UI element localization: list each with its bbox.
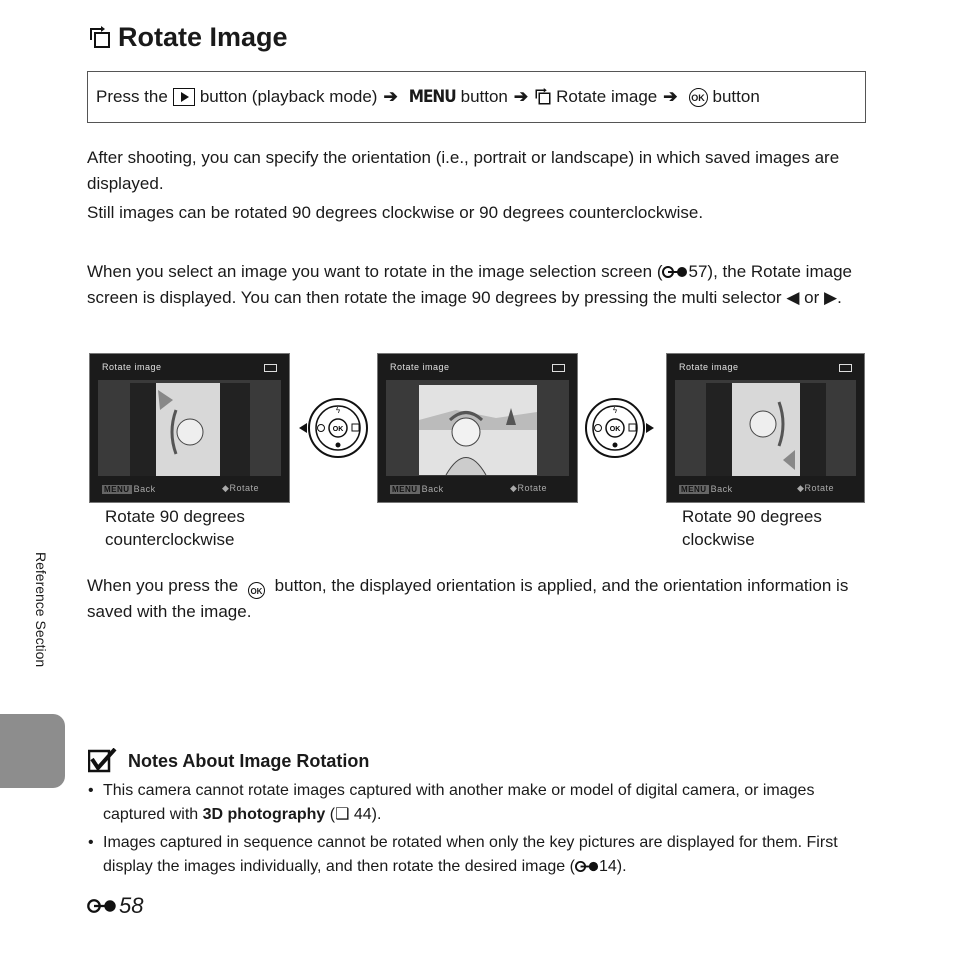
- screen-header: Rotate image: [679, 362, 739, 372]
- screen-footer-back: [679, 484, 733, 494]
- screen-footer-rotate: [797, 483, 834, 494]
- screen-image-area: [386, 380, 569, 476]
- bold-term: 3D photography: [202, 806, 326, 823]
- screen-image-area: [98, 380, 281, 476]
- note-bullet: [88, 831, 848, 881]
- arrow-right-icon: ➔: [663, 87, 678, 106]
- rotate-arrows-icon: ◆: [510, 483, 518, 493]
- book-reference-icon: ❑: [335, 806, 350, 823]
- procedure-text: button: [460, 87, 508, 106]
- screen-footer-back: [390, 484, 444, 494]
- screen-footer-back: [102, 484, 156, 494]
- camera-screen-ccw: [89, 353, 290, 503]
- screen-header: Rotate image: [390, 362, 450, 372]
- screen-image-area: [675, 380, 856, 476]
- procedure-text: Press the: [96, 87, 168, 106]
- ok-paragraph: [87, 573, 867, 625]
- procedure-box: [87, 71, 866, 123]
- menu-tag: MENU: [681, 485, 707, 494]
- page-reference: 14: [598, 858, 617, 875]
- svg-text:OK: OK: [609, 426, 621, 433]
- paragraph-text: button, the displayed orientation is applied, and the orientation information is saved with the image.: [87, 576, 849, 621]
- rotate-image-icon: [534, 88, 552, 106]
- bullet-text-part: This camera cannot rotate images captured with another make or model of digital camera, or images captured with: [103, 782, 815, 823]
- bullet-icon: •: [88, 782, 94, 799]
- side-tab-text: Reference Section: [33, 552, 49, 668]
- page-number-text: 58: [119, 893, 144, 918]
- bullet-text-part: Images captured in sequence cannot be rotated when only the key pictures are displayed for them. First display the images individually, and then rotate the desired image (: [103, 834, 838, 875]
- notes-title-text: Notes About Image Rotation: [128, 750, 370, 771]
- checkmark-note-icon: [88, 748, 118, 774]
- footer-text: Back: [710, 484, 733, 494]
- svg-text:ϟ: ϟ: [612, 406, 618, 415]
- menu-tag: MENU: [392, 485, 418, 494]
- playback-button-icon: [173, 88, 195, 106]
- screen-header: Rotate image: [102, 362, 162, 372]
- procedure-text: Rotate image: [556, 87, 658, 106]
- multi-selector-press-right-icon: [582, 396, 658, 460]
- ok-button-icon: OK: [689, 88, 708, 107]
- procedure-text: button: [712, 87, 760, 106]
- intro-paragraph: After shooting, you can specify the orientation (i.e., portrait or landscape) in which saved images are displayed.: [87, 148, 840, 193]
- multi-selector-left-icon: ◀: [786, 288, 800, 307]
- intro-paragraph: Still images can be rotated 90 degrees clockwise or 90 degrees counterclockwise.: [87, 203, 704, 222]
- camera-screen-cw: [666, 353, 865, 503]
- multi-selector-press-left-icon: [297, 396, 373, 460]
- paragraph-text: or: [804, 288, 820, 307]
- battery-icon: [839, 364, 852, 372]
- side-tab-label: [27, 552, 47, 702]
- note-bullet: [88, 779, 848, 829]
- menu-tag: MENU: [104, 485, 130, 494]
- battery-icon: [264, 364, 277, 372]
- ok-button-icon: OK: [248, 582, 265, 599]
- arrow-right-icon: ➔: [513, 87, 529, 106]
- footer-text: Rotate: [229, 483, 259, 493]
- reference-section-icon: [575, 860, 599, 873]
- paragraph-text: .: [837, 288, 842, 307]
- paragraph-text: When you press the: [87, 576, 239, 595]
- rotate-arrows-icon: ◆: [222, 483, 230, 493]
- rotated-photo-icon: [98, 380, 283, 478]
- rotate-arrows-icon: ◆: [797, 483, 805, 493]
- page-number: [87, 893, 143, 919]
- notes-heading: [88, 748, 369, 774]
- reference-section-icon: [662, 265, 688, 279]
- footer-text: Rotate: [517, 483, 547, 493]
- paragraph-text: ), the Rotate image screen is displayed. You can then rotate the image 90 degrees by pressing the multi selector: [87, 262, 852, 307]
- section-tab: [0, 714, 65, 788]
- caption-cw: Rotate 90 degrees clockwise: [682, 507, 822, 549]
- arrow-right-icon: ➔: [383, 87, 398, 106]
- svg-text:OK: OK: [332, 426, 344, 433]
- page-title-text: Rotate Image: [118, 22, 288, 52]
- bullet-icon: •: [88, 834, 94, 851]
- bullet-text: [103, 831, 843, 879]
- screen-footer-rotate: [510, 483, 547, 494]
- rotated-photo-icon: [675, 380, 858, 478]
- selection-paragraph: [87, 259, 867, 311]
- bullet-text: This camera cannot rotate images captured with another make or model of digital camera, or images captured with 3D photography (❑ 44).: [103, 782, 815, 823]
- page-reference: 57: [688, 262, 708, 281]
- page-reference: 44: [353, 806, 372, 823]
- landscape-photo-icon: [386, 380, 571, 478]
- footer-text: Rotate: [804, 483, 834, 493]
- multi-selector-right-icon: ▶: [824, 288, 838, 307]
- caption-ccw: Rotate 90 degrees counterclockwise: [105, 507, 245, 549]
- svg-text:ϟ: ϟ: [335, 406, 341, 415]
- rotate-image-icon: [88, 26, 112, 50]
- footer-text: Back: [421, 484, 444, 494]
- footer-text: Back: [133, 484, 156, 494]
- reference-section-icon: [87, 898, 117, 914]
- menu-button-label: MENU: [408, 87, 456, 107]
- camera-screen-original: [377, 353, 578, 503]
- procedure-text: button (playback mode): [199, 87, 378, 106]
- bullet-text-part: ).: [616, 858, 627, 875]
- screen-footer-rotate: [222, 483, 259, 494]
- paragraph-text: When you select an image you want to rotate in the image selection screen (: [87, 262, 663, 281]
- page-title: [88, 22, 288, 53]
- battery-icon: [552, 364, 565, 372]
